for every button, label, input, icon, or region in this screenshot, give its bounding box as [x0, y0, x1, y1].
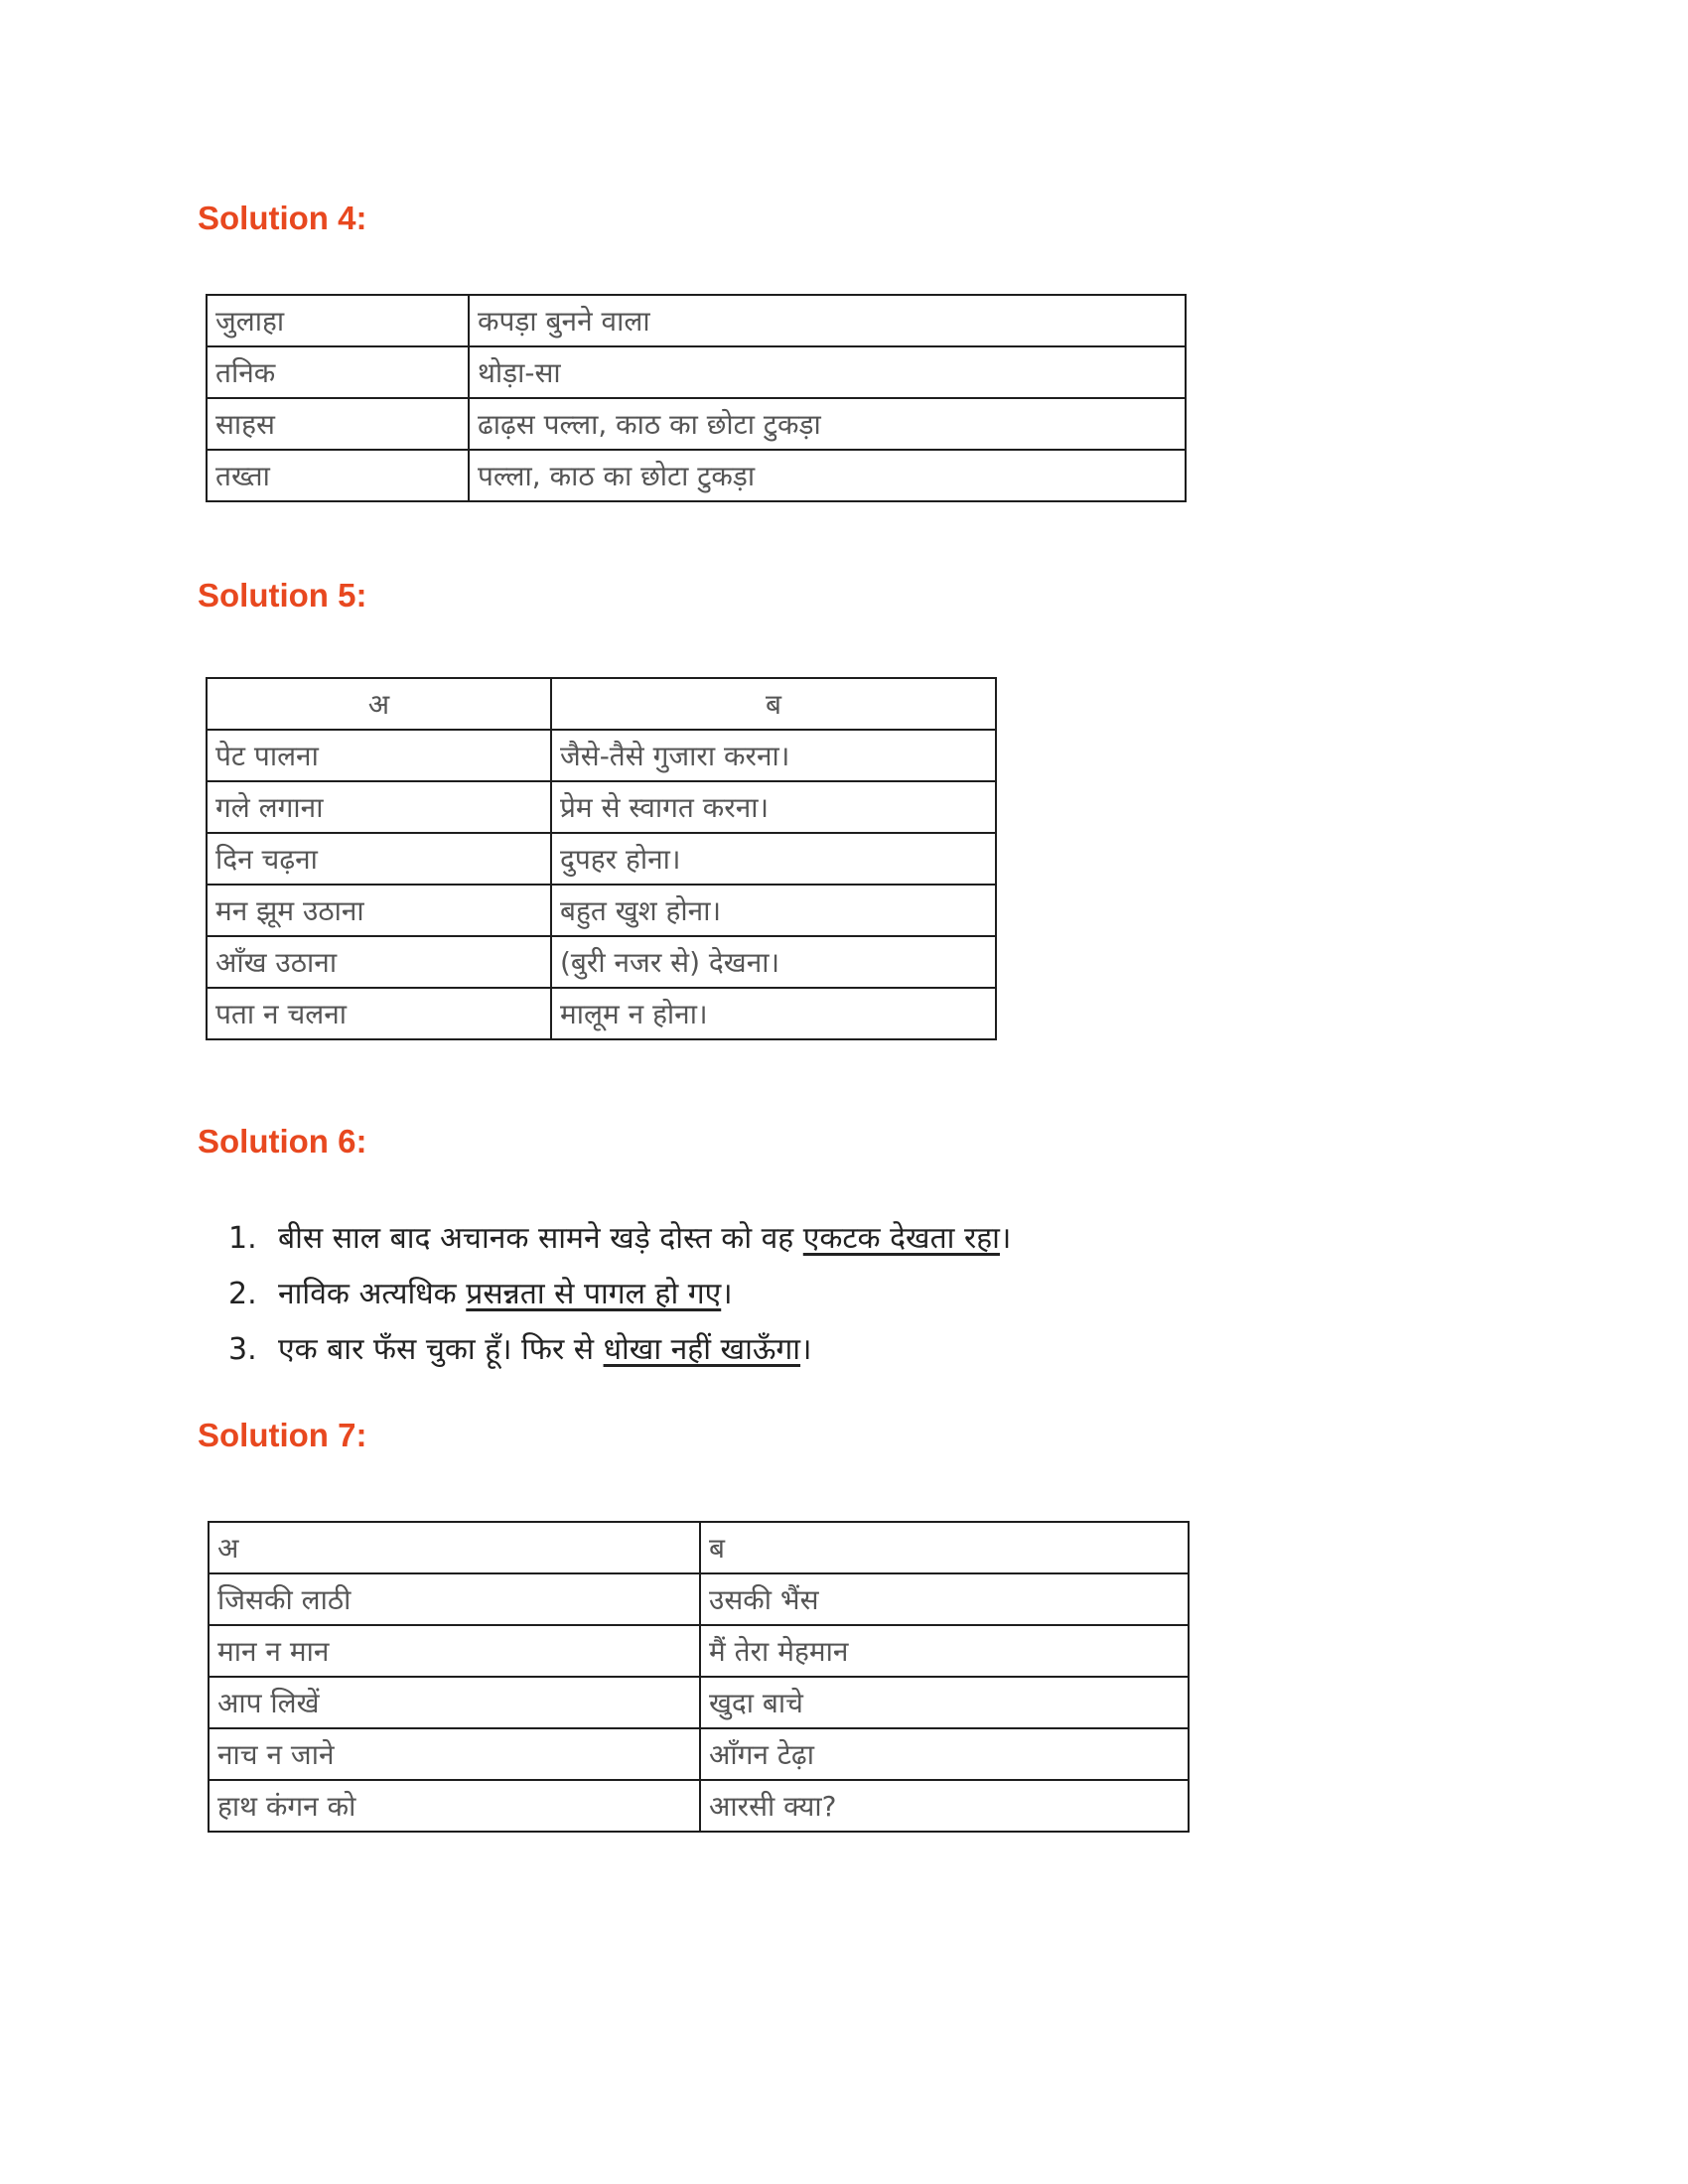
sentence-end: । [999, 1221, 1012, 1256]
solution-4-table [206, 294, 1187, 502]
table-row [209, 1780, 1189, 1832]
column-header-a: अ [209, 1522, 700, 1573]
table-row [207, 833, 996, 885]
table-cell: आँगन टेढ़ा [700, 1728, 1189, 1780]
solution-7-heading: Solution 7: [198, 1417, 367, 1453]
table-cell: मालूम न होना। [551, 988, 996, 1039]
table-cell: ढाढ़स पल्ला, काठ का छोटा टुकड़ा [469, 398, 1186, 450]
table-cell: आरसी क्या? [700, 1780, 1189, 1832]
table-cell: (बुरी नजर से) देखना। [551, 936, 996, 988]
column-header-b: ब [551, 678, 996, 730]
sentence-end: । [721, 1277, 733, 1311]
column-header-a: अ [207, 678, 551, 730]
table-cell: गले लगाना [207, 781, 551, 833]
table-row [207, 988, 996, 1039]
sentence-end: । [800, 1332, 812, 1367]
table-cell: पेट पालना [207, 730, 551, 781]
table-cell: जिसकी लाठी [209, 1573, 700, 1625]
list-item [228, 1267, 1011, 1322]
table-cell: जुलाहा [207, 295, 469, 346]
solution-5-table [206, 677, 997, 1040]
table-cell: दुपहर होना। [551, 833, 996, 885]
table-row [207, 398, 1186, 450]
table-row [207, 936, 996, 988]
column-header-b: ब [700, 1522, 1189, 1573]
table-row [207, 450, 1186, 501]
table-cell: तनिक [207, 346, 469, 398]
table-cell: पता न चलना [207, 988, 551, 1039]
table-cell: साहस [207, 398, 469, 450]
table-cell: आप लिखें [209, 1677, 700, 1728]
sentence-text: नाविक अत्यधिक [278, 1277, 467, 1311]
table-row [207, 730, 996, 781]
sentence-text: बीस साल बाद अचानक सामने खड़े दोस्त को वह [278, 1221, 803, 1256]
solution-6-heading: Solution 6: [198, 1123, 367, 1160]
table-header-row [207, 678, 996, 730]
table-cell: मैं तेरा मेहमान [700, 1625, 1189, 1677]
solution-7-table [208, 1521, 1190, 1833]
table-cell: आँख उठाना [207, 936, 551, 988]
table-cell: तख्ता [207, 450, 469, 501]
table-cell: नाच न जाने [209, 1728, 700, 1780]
table-cell: प्रेम से स्वागत करना। [551, 781, 996, 833]
list-number: 3. [228, 1332, 257, 1367]
table-cell: बहुत खुश होना। [551, 885, 996, 936]
table-cell: मन झूम उठाना [207, 885, 551, 936]
table-cell: जैसे-तैसे गुजारा करना। [551, 730, 996, 781]
table-row [209, 1728, 1189, 1780]
table-header-row [209, 1522, 1189, 1573]
table-cell: थोड़ा-सा [469, 346, 1186, 398]
list-item [228, 1322, 1011, 1378]
table-row [209, 1677, 1189, 1728]
table-cell: पल्ला, काठ का छोटा टुकड़ा [469, 450, 1186, 501]
underlined-answer: एकटक देखता रहा [802, 1221, 1000, 1256]
table-cell: दिन चढ़ना [207, 833, 551, 885]
table-cell: हाथ कंगन को [209, 1780, 700, 1832]
solution-5-heading: Solution 5: [198, 577, 367, 614]
table-cell: उसकी भैंस [700, 1573, 1189, 1625]
list-item [228, 1211, 1011, 1267]
table-row [209, 1625, 1189, 1677]
solution-6-list [228, 1211, 1011, 1378]
table-row [207, 885, 996, 936]
table-cell: खुदा बाचे [700, 1677, 1189, 1728]
table-row [207, 781, 996, 833]
sentence-text: एक बार फँस चुका हूँ। फिर से [278, 1332, 604, 1367]
table-row [207, 346, 1186, 398]
table-row [209, 1573, 1189, 1625]
list-number: 1. [228, 1221, 257, 1256]
table-cell: कपड़ा बुनने वाला [469, 295, 1186, 346]
underlined-answer: धोखा नहीं खाऊँगा [603, 1332, 801, 1367]
list-number: 2. [228, 1277, 257, 1311]
solution-4-heading: Solution 4: [198, 200, 367, 236]
underlined-answer: प्रसन्नता से पागल हो गए [466, 1277, 722, 1311]
table-cell: मान न मान [209, 1625, 700, 1677]
table-row [207, 295, 1186, 346]
